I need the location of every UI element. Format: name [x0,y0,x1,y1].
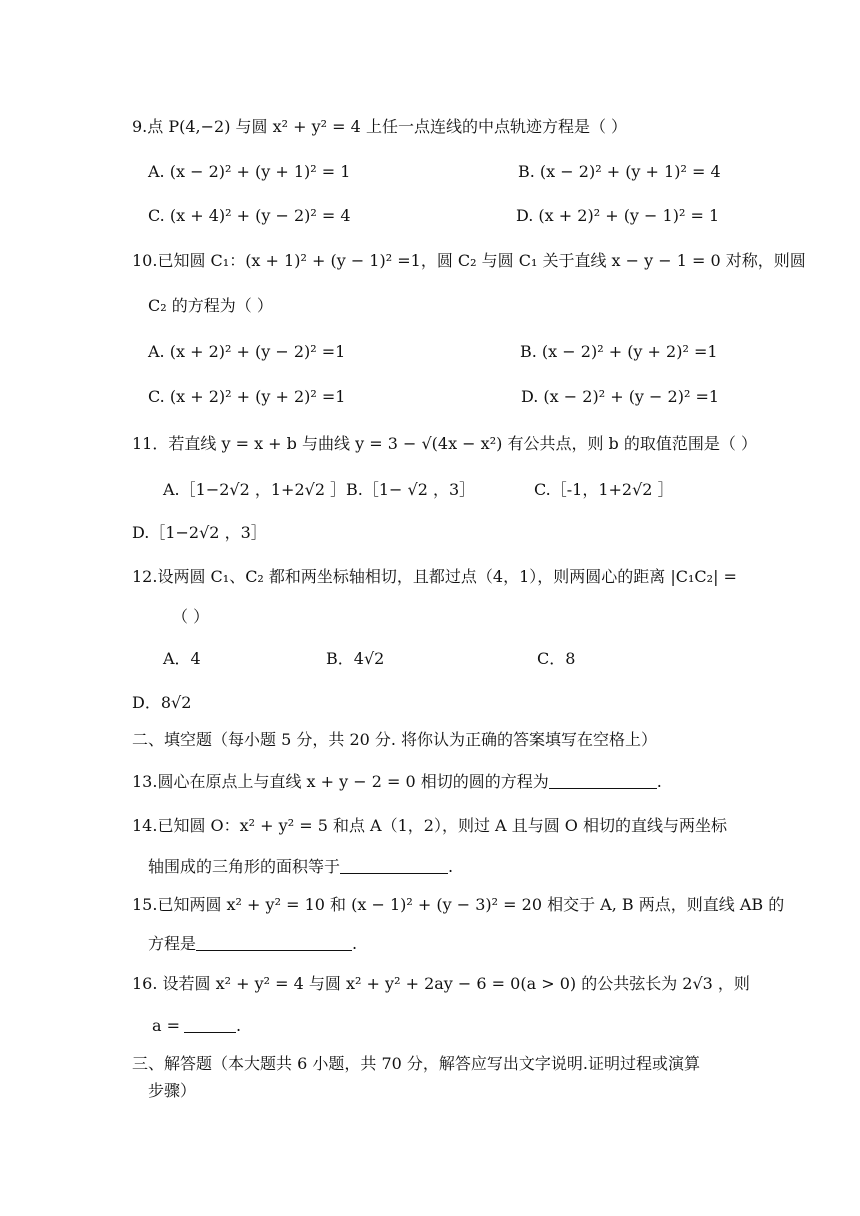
q14-cont [148,856,453,878]
q12-option-c: C．8 [537,649,576,668]
q13 [132,771,662,793]
section-solve-heading: 三、解答题（本大题共 6 小题，共 70 分，解答应写出文字说明.证明过程或演算 [132,1054,700,1073]
q15-stem: 15.已知两圆 x² + y² = 10 和 (x − 1)² + (y − 3)² = 20 相交于 A, B 两点，则直线 AB 的 [132,895,785,914]
q10-stem: 10.已知圆 C₁：(x + 1)² + (y − 1)² =1，圆 C₂ 与圆 C₁ 关于直线 x − y − 1 = 0 对称，则圆 [132,251,806,270]
q11-option-d: D.［1−2√2 ，3］ [132,523,267,542]
q13-period: . [656,772,662,791]
q12-option-d: D．8√2 [132,693,192,712]
q10-option-b: B. (x − 2)² + (y + 2)² =1 [520,342,718,361]
q12-option-a: A．4 [163,649,201,668]
q14-answer-blank [340,857,448,874]
q10-stem-cont: C₂ 的方程为（ ） [148,296,273,315]
q14-period: . [448,857,454,876]
q15-period: . [352,934,358,953]
q12-stem: 12.设两圆 C₁、C₂ 都和两坐标轴相切，且都过点（4，1），则两圆心的距离 |C₁C₂| = [132,567,737,586]
q9-option-b: B. (x − 2)² + (y + 1)² = 4 [518,162,721,181]
q9-option-a: A. (x − 2)² + (y + 1)² = 1 [148,162,351,181]
q9-stem: 9.点 P(4,−2) 与圆 x² + y² = 4 上任一点连线的中点轨迹方程是（ ） [132,117,628,136]
q10-option-a: A. (x + 2)² + (y − 2)² =1 [148,342,346,361]
q16-text: a = [152,1016,181,1035]
q11-option-a: A.［1−2√2 ，1+2√2 ］ [163,480,347,499]
section-solve-heading-cont: 步骤） [148,1081,197,1100]
q13-text: 13.圆心在原点上与直线 x + y − 2 = 0 相切的圆的方程为 [132,772,549,791]
q15-text: 方程是 [148,934,197,953]
q10-option-d: D. (x − 2)² + (y − 2)² =1 [521,387,720,406]
section-fill-in-heading: 二、填空题（每小题 5 分，共 20 分. 将你认为正确的答案填写在空格上） [132,730,658,749]
q12-option-b: B．4√2 [326,649,385,668]
q10-option-c: C. (x + 2)² + (y + 2)² =1 [148,387,346,406]
q9-option-d: D. (x + 2)² + (y − 1)² = 1 [516,206,720,225]
q13-answer-blank [549,772,657,789]
q16-stem: 16. 设若圆 x² + y² = 4 与圆 x² + y² + 2ay − 6 = 0(a > 0) 的公共弦长为 2√3 ，则 [132,974,750,993]
q11-stem: 11．若直线 y = x + b 与曲线 y = 3 − √(4x − x²) 有公共点，则 b 的取值范围是（ ） [132,434,757,453]
q15-cont [148,933,357,955]
q14-stem: 14.已知圆 O：x² + y² = 5 和点 A（1，2），则过 A 且与圆 O 相切的直线与两坐标 [132,816,727,835]
q16-answer-blank [184,1016,236,1033]
q11-option-b: B.［1− √2 ，3］ [346,480,476,499]
q16-period: . [236,1016,242,1035]
q11-option-c: C.［-1，1+2√2 ］ [534,480,674,499]
q12-answer-paren: （ ） [172,607,210,626]
q9-option-c: C. (x + 4)² + (y − 2)² = 4 [148,206,351,225]
q15-answer-blank [196,934,352,951]
q16-cont [152,1015,241,1037]
q14-text: 轴围成的三角形的面积等于 [148,857,341,876]
